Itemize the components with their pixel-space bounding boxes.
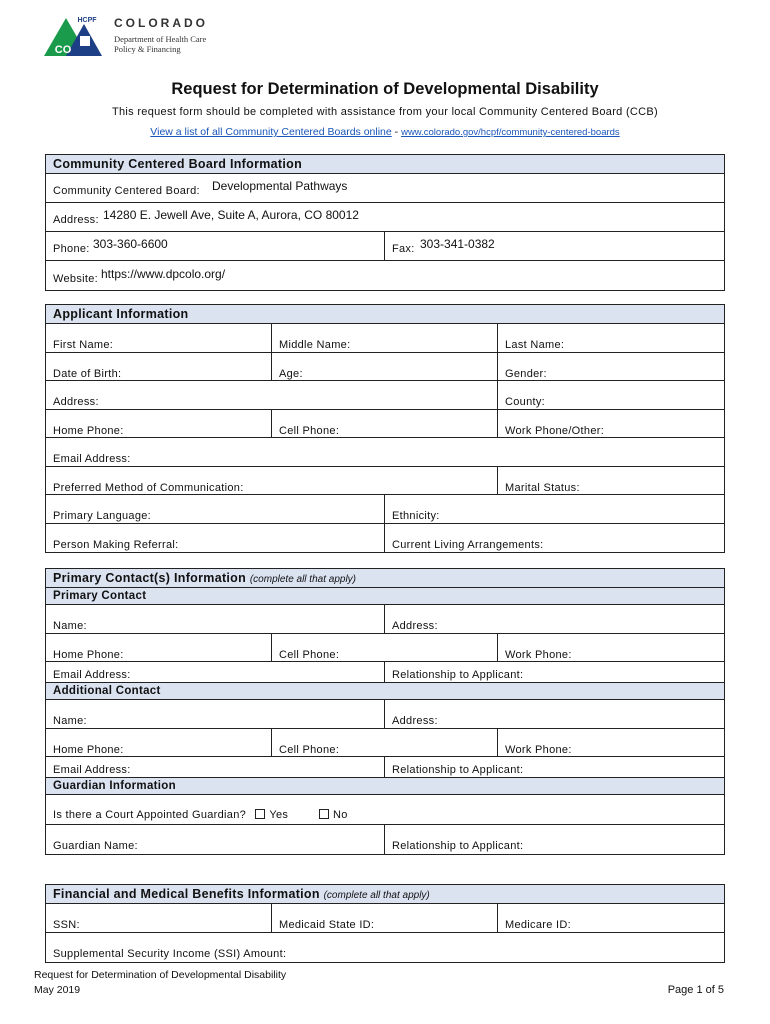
dob-field[interactable]: Date of Birth: (46, 353, 272, 381)
logo-state: COLORADO (114, 16, 208, 30)
footer-left (34, 968, 286, 998)
contacts-header-title: Primary Contact(s) Information (53, 571, 247, 585)
first-name-field[interactable]: First Name: (46, 324, 272, 352)
applicant-section-header: Applicant Information (46, 305, 724, 324)
form-title: Request for Determination of Developmental Disability (171, 80, 599, 98)
ccb-phone-label: Phone: (53, 243, 90, 255)
primary-name-field[interactable]: Name: (46, 605, 385, 633)
ccb-board-value: Developmental Pathways (212, 179, 348, 193)
ccb-website-field[interactable] (46, 261, 724, 290)
footer-page-number: Page 1 of 5 (667, 984, 724, 996)
age-field[interactable]: Age: (272, 353, 498, 381)
link-separator: - (391, 126, 402, 138)
additional-relationship-field[interactable]: Relationship to Applicant: (392, 764, 524, 776)
guardian-no-label: No (332, 809, 348, 821)
primary-contact-header: Primary Contact (46, 588, 724, 605)
additional-work-phone-field[interactable]: Work Phone: (505, 743, 572, 756)
additional-email-field[interactable]: Email Address: (46, 757, 385, 777)
logo-dept-line1: Department of Health Care (114, 34, 207, 44)
ccb-website-value: https://www.dpcolo.org/ (101, 267, 226, 281)
medicaid-id-field[interactable]: Medicaid State ID: (272, 904, 498, 932)
guardian-relationship-field[interactable]: Relationship to Applicant: (392, 840, 524, 852)
contacts-section (45, 568, 725, 855)
contacts-section-header (46, 569, 724, 588)
colorado-triangle-icon (44, 14, 108, 58)
primary-address-field[interactable]: Address: (392, 620, 438, 632)
logo-dept-line2: Policy & Financing (114, 44, 181, 54)
contacts-header-note: (complete all that apply) (249, 574, 357, 585)
email-field[interactable]: Email Address: (53, 453, 131, 465)
guardian-question-row (46, 795, 724, 824)
comm-method-field[interactable]: Preferred Method of Communication: (46, 467, 498, 495)
gender-field[interactable]: Gender: (505, 367, 547, 380)
ccb-board-label: Community Centered Board: (53, 185, 200, 197)
guardian-name-field[interactable]: Guardian Name: (46, 825, 385, 854)
logo-mark: CO (54, 44, 72, 56)
ccb-url-link[interactable]: www.colorado.gov/hcpf/community-centered-boards (401, 127, 620, 138)
county-field[interactable]: County: (505, 396, 546, 408)
primary-cell-phone-field[interactable]: Cell Phone: (272, 634, 498, 662)
ccb-website-label: Website: (53, 273, 98, 285)
logo-badge: HCPF (77, 17, 97, 24)
ccb-address-value: 14280 E. Jewell Ave, Suite A, Aurora, CO 80012 (103, 208, 359, 222)
ccb-phone-value: 303-360-6600 (93, 237, 168, 251)
primary-language-field[interactable]: Primary Language: (46, 495, 385, 523)
referral-field[interactable]: Person Making Referral: (46, 524, 385, 553)
form-subtitle: This request form should be completed with assistance from your local Community Centered Board (CCB) (112, 106, 658, 118)
ccb-fax-value: 303-341-0382 (420, 237, 495, 251)
guardian-question-label: Is there a Court Appointed Guardian? (53, 809, 247, 821)
footer-date: May 2019 (34, 984, 81, 996)
ssi-amount-field[interactable]: Supplemental Security Income (SSI) Amount: (53, 947, 287, 960)
guardian-header: Guardian Information (46, 778, 724, 795)
financial-section-header (46, 885, 724, 904)
logo-dept (114, 34, 206, 54)
additional-address-field[interactable]: Address: (392, 715, 438, 727)
additional-home-phone-field[interactable]: Home Phone: (46, 729, 272, 757)
ccb-board-field[interactable] (46, 174, 724, 202)
financial-header-note: (complete all that apply) (323, 890, 430, 901)
additional-name-field[interactable]: Name: (46, 700, 385, 728)
additional-cell-phone-field[interactable]: Cell Phone: (272, 729, 498, 757)
work-phone-field[interactable]: Work Phone/Other: (505, 424, 605, 437)
ccb-fax-field[interactable] (385, 232, 724, 260)
applicant-address-field[interactable]: Address: (46, 381, 498, 409)
primary-work-phone-field[interactable]: Work Phone: (505, 648, 572, 661)
applicant-section (45, 304, 725, 553)
ccb-section (45, 154, 725, 291)
home-phone-field[interactable]: Home Phone: (46, 410, 272, 438)
medicare-id-field[interactable]: Medicare ID: (505, 919, 571, 931)
ethnicity-field[interactable]: Ethnicity: (392, 510, 440, 522)
footer-doc-title: Request for Determination of Developmental Disability (34, 969, 287, 981)
guardian-no-checkbox[interactable] (319, 809, 329, 819)
additional-contact-header: Additional Contact (46, 683, 724, 700)
last-name-field[interactable]: Last Name: (505, 339, 565, 351)
ccb-section-header: Community Centered Board Information (46, 155, 724, 174)
marital-status-field[interactable]: Marital Status: (505, 481, 580, 494)
hcpf-logo (44, 14, 244, 58)
ccb-phone-field[interactable] (46, 232, 385, 260)
ssn-field[interactable]: SSN: (46, 904, 272, 932)
primary-email-field[interactable]: Email Address: (46, 662, 385, 682)
ccb-fax-label: Fax: (392, 243, 415, 255)
primary-home-phone-field[interactable]: Home Phone: (46, 634, 272, 662)
guardian-yes-label: Yes (269, 809, 289, 821)
living-arrangements-field[interactable]: Current Living Arrangements: (392, 538, 544, 551)
ccb-address-field[interactable] (46, 203, 724, 231)
middle-name-field[interactable]: Middle Name: (272, 324, 498, 352)
ccb-link-line (0, 126, 770, 138)
primary-relationship-field[interactable]: Relationship to Applicant: (392, 669, 524, 681)
financial-section (45, 884, 725, 963)
ccb-list-link[interactable]: View a list of all Community Centered Boards online (150, 126, 392, 138)
financial-header-title: Financial and Medical Benefits Information (53, 887, 320, 901)
guardian-yes-checkbox[interactable] (255, 809, 265, 819)
ccb-address-label: Address: (53, 214, 99, 226)
cell-phone-field[interactable]: Cell Phone: (272, 410, 498, 438)
